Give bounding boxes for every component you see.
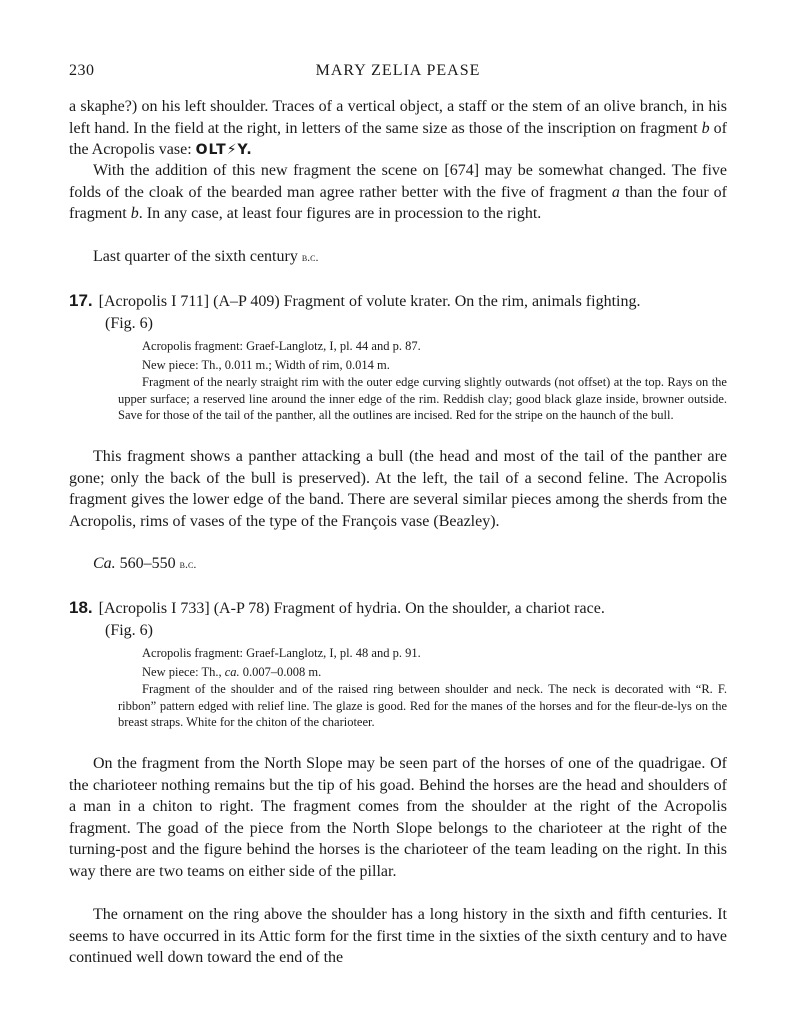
running-title: MARY ZELIA PEASE: [315, 62, 481, 79]
entry-17-commentary: This fragment shows a panther attacking a bull (the head and most of the tail of the panther are gone; only the back of the bull is preserved). At the left, the tail of a second feline. The Acropolis fragment gives the lower edge of the band. There are several similar pieces among the sherds from the Acropolis, rims of vases of the type of the François vase (Beazley).: [69, 448, 727, 530]
entry-18-heading: 18. [Acropolis I 733] (A-P 78) Fragment of hydria. On the shoulder, a chariot race. (Fig. 6): [69, 597, 727, 641]
entry-18-acropolis-fragment: Acropolis fragment: Graef-Langlotz, I, pl. 48 and p. 91.: [142, 646, 421, 660]
page-header: [69, 62, 727, 84]
page-number: 230: [69, 62, 95, 79]
inscription: OLT⚡Y.: [195, 142, 253, 158]
entry-18-commentary-1: On the fragment from the North Slope may be seen part of the horses of one of the quadrigae. Of the charioteer nothing remains but the tip of his goad. Behind the horses are the head and shoulders of a man in a chiton to right. The fragment comes from the shoulder at the right of the Acropolis fragment. The goad of the piece from the North Slope belongs to the charioteer at the right of the turning-post and the figure behind the horses is the charioteer of the team leading on the right. In this way there are two teams on either side of the pillar.: [69, 755, 727, 880]
figure-reference: (Fig. 6): [105, 621, 153, 639]
figure-reference: (Fig. 6): [105, 314, 153, 332]
entry-17-acropolis-fragment: Acropolis fragment: Graef-Langlotz, I, pl. 44 and p. 87.: [142, 339, 421, 353]
entry-number: 17.: [69, 291, 93, 310]
entry-18-commentary-2: The ornament on the ring above the shoulder has a long history in the sixth and fifth centuries. It seems to have occurred in its Attic form for the first time in the sixties of the sixth century and to have continued well down toward the end of the: [69, 906, 727, 966]
entry-number: 18.: [69, 598, 93, 617]
entry-17-new-piece: New piece: Th., 0.011 m.; Width of rim, 0.014 m.: [142, 358, 390, 372]
entry-18-new-piece: New piece: Th., ca. 0.007–0.008 m.: [142, 665, 322, 679]
entry-18-description: Fragment of the shoulder and of the raised ring between shoulder and neck. The neck is decorated with “R. F. ribbon” pattern edged with relief line. The glaze is good. Red for the manes of the horses and for the fleur-de-lys on the breast straps. White for the chiton of the charioteer.: [118, 682, 727, 729]
intro-date: Last quarter of the sixth century b.c.: [93, 248, 319, 265]
entry-17-description: Fragment of the nearly straight rim with the outer edge curving slightly outwards (not offset) at the top. Rays on the upper surface; a reserved line around the inner edge of the rim. Reddish clay; good black glaze inside, browner outside. Save for those of the tail of the panther, all the outlines are incised. Red for the stripe on the haunch of the bull.: [118, 375, 727, 422]
intro-paragraph: a skaphe?) on his left shoulder. Traces of a vertical object, a staff or the stem of an olive branch, in his left hand. In the field at the right, in letters of the same size as those of the inscription on fragment b of the Acropolis vase: OLT⚡Y.: [69, 98, 728, 158]
intro-paragraph-2: With the addition of this new fragment the scene on [674] may be somewhat changed. The five folds of the cloak of the bearded man agree rather better with the five of fragment a than the four of fragment b. In any case, at least four figures are in procession to the right.: [69, 162, 728, 222]
entry-17-date: Ca. 560–550 b.c.: [93, 555, 197, 572]
entry-17-heading: 17. [Acropolis I 711] (A–P 409) Fragment of volute krater. On the rim, animals fighting. (Fig. 6): [69, 290, 727, 334]
